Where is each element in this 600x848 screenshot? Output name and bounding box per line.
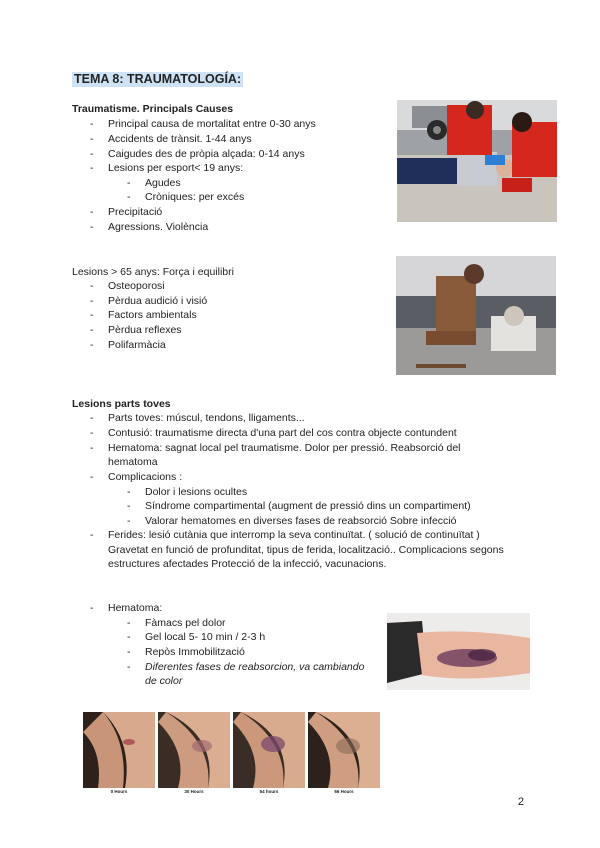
list-item: Ferides: lesió cutània que interromp la seva continuïtat. ( solució de continuïtat ): [108, 529, 480, 541]
list-item: Hematoma: sagnat local pel traumatisme. Dolor per pressió. Reabsorció del: [108, 442, 461, 454]
list-dash: -: [127, 661, 131, 673]
list-dash: -: [90, 412, 94, 424]
bruised-arm-photo: [387, 613, 530, 690]
list-dash: -: [90, 602, 94, 614]
page-number: 2: [517, 796, 524, 808]
list-item: Parts toves: múscul, tendons, lligaments...: [108, 412, 305, 424]
list-subitem: Gel local 5- 10 min / 2-3 h: [145, 631, 266, 643]
list-subitem: Agudes: [145, 177, 181, 189]
list-item: Polifarmàcia: [108, 339, 166, 351]
list-item: Complicacions :: [108, 471, 183, 483]
list-item: Lesions per esport< 19 anys:: [108, 162, 244, 174]
list-dash: -: [127, 515, 131, 527]
list-subitem: Diferentes fases de reabsorcion, va cambiando: [145, 661, 365, 673]
list-subitem: Valorar hematomes en diverses fases de reabsorció Sobre infecció: [145, 515, 457, 527]
list-dash: -: [90, 148, 94, 160]
list-dash: -: [127, 191, 131, 203]
list-item-cont: estructures afectades Protecció de la infecció, vacunacions.: [108, 558, 387, 570]
list-item-cont: hematoma: [108, 456, 158, 468]
strip-label: 30 Hours: [184, 789, 204, 794]
list-dash: -: [90, 133, 94, 145]
page-title: TEMA 8: TRAUMATOLOGÍA:: [74, 72, 242, 86]
list-item: Principal causa de mortalitat entre 0-30 anys: [108, 118, 316, 130]
list-dash: -: [90, 295, 94, 307]
list-dash: -: [90, 221, 94, 233]
list-item: Caigudes des de pròpia alçada: 0-14 anys: [108, 148, 305, 160]
list-subitem: Cròniques: per excés: [145, 191, 245, 203]
list-subitem: Fàmacs pel dolor: [145, 617, 226, 629]
list-item: Contusió: traumatisme directa d'una part del cos contra objecte contundent: [108, 427, 457, 439]
list-dash: -: [90, 529, 94, 541]
list-subitem: Síndrome compartimental (augment de pressió dins un compartiment): [145, 500, 471, 512]
list-dash: -: [127, 631, 131, 643]
strip-label: 66 Hours: [334, 789, 354, 794]
elderly-fall-photo: [396, 256, 556, 375]
list-item: Accidents de trànsit. 1-44 anys: [108, 133, 252, 145]
list-item: -: [90, 118, 94, 130]
section-heading-elderly: Lesions > 65 anys: Força i equilibri: [72, 266, 234, 278]
list-dash: -: [90, 162, 94, 174]
section-heading-hematoma: Hematoma:: [108, 602, 163, 614]
list-item-cont: Gravetat en funció de profunditat, tipus de ferida, localització.. Complicacions segons: [108, 544, 504, 556]
list-dash: -: [127, 177, 131, 189]
list-dash: -: [90, 471, 94, 483]
list-dash: -: [127, 486, 131, 498]
list-dash: -: [90, 309, 94, 321]
strip-label: 54 hours: [259, 789, 279, 794]
list-item: Agressions. Violència: [108, 221, 209, 233]
list-dash: -: [127, 500, 131, 512]
list-dash: -: [127, 617, 131, 629]
bruise-stages-strip: [83, 712, 380, 800]
list-subitem: Dolor i lesions ocultes: [145, 486, 248, 498]
list-dash: -: [90, 442, 94, 454]
list-item: Precipitació: [108, 206, 163, 218]
list-dash: -: [90, 339, 94, 351]
list-item: Osteoporosi: [108, 280, 165, 292]
section-heading-soft-tissue: Lesions parts toves: [72, 398, 171, 410]
list-dash: -: [90, 280, 94, 292]
list-item: Factors ambientals: [108, 309, 197, 321]
section-heading-causes: Traumatisme. Principals Causes: [72, 103, 234, 115]
list-dash: -: [90, 324, 94, 336]
list-dash: -: [127, 646, 131, 658]
list-subitem: Repòs Immobilització: [145, 646, 245, 658]
first-aid-photo: [397, 100, 557, 222]
strip-label: 0 Hours: [110, 789, 128, 794]
list-dash: -: [90, 427, 94, 439]
list-item: Pèrdua audició i visió: [108, 295, 208, 307]
list-item: Pèrdua reflexes: [108, 324, 182, 336]
list-subitem-cont: de color: [145, 675, 183, 687]
list-dash: -: [90, 206, 94, 218]
